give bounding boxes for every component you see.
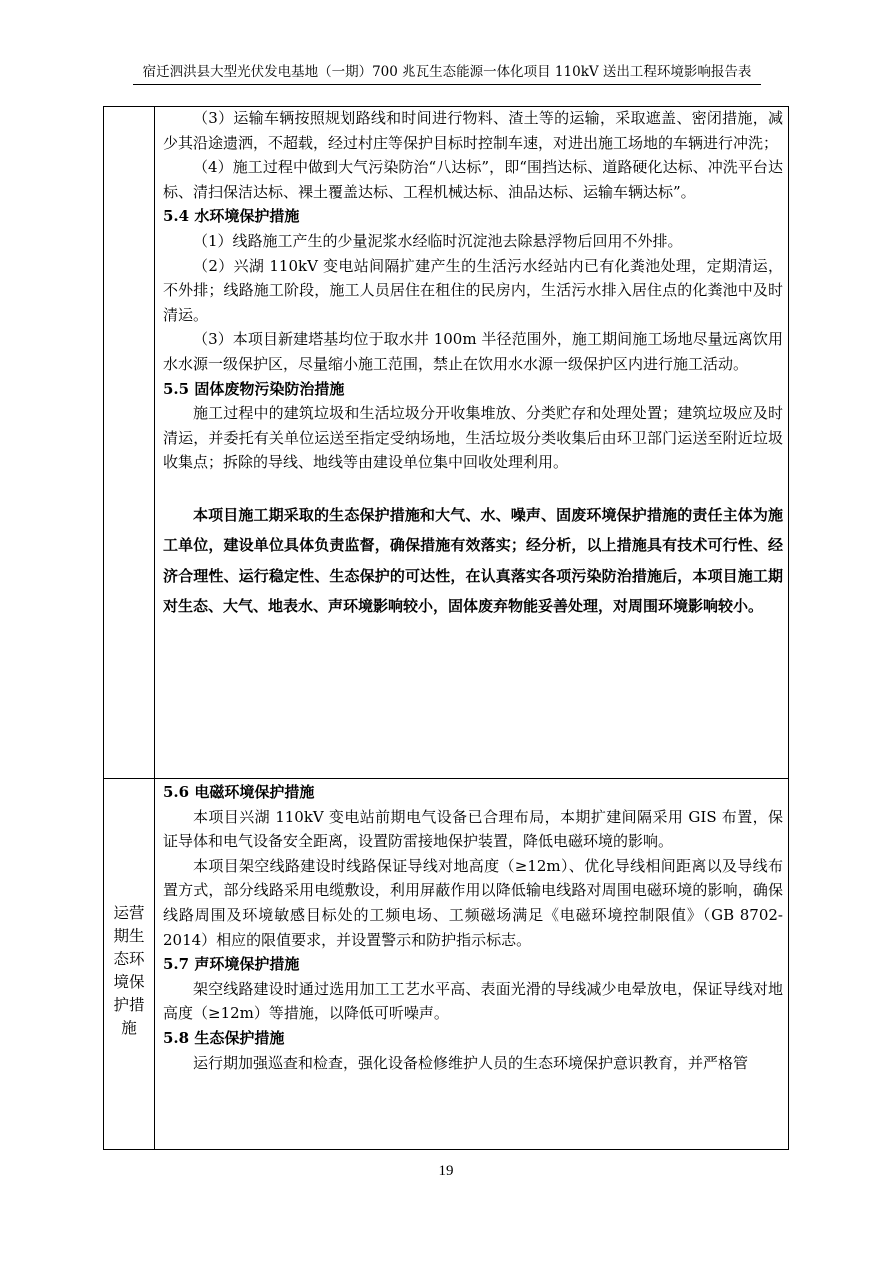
- heading-5-5: 5.5 固体废物污染防治措施: [163, 379, 345, 398]
- header-rule: [133, 84, 761, 85]
- paragraph-domestic-sewage: （2）兴湖 110kV 变电站间隔扩建产生的生活污水经站内已有化粪池处理，定期清运，不外排；线路施工阶段，施工人员居住在租住的民房内，生活污水排入居住点的化粪池中及时清运。: [163, 256, 783, 324]
- paragraph-substation: 本项目兴湖 110kV 变电站前期电气设备已合理布局，本期扩建间隔采用 GIS 布置，保证导体和电气设备安全距离，设置防雷接地保护装置，降低电磁环境的影响。: [163, 807, 783, 851]
- heading-5-8: 5.8 生态保护措施: [163, 1028, 285, 1047]
- paragraph-eight-standards: （4）施工过程中做到大气污染防治“八达标”，即“围挡达标、道路硬化达标、冲洗平台达标、清扫保洁达标、裸土覆盖达标、工程机械达标、油品达标、运输车辆达标”。: [163, 158, 783, 201]
- construction-measures-cell: [163, 106, 783, 622]
- construction-summary: 本项目施工期采取的生态保护措施和大气、水、噪声、固废环境保护措施的责任主体为施工单位，建设单位具体负责监督，确保措施有效落实；经分析，以上措施具有技术可行性、经济合理性、运行稳定性、生态保护的可达性，在认真落实各项污染防治措施后，本项目施工期对生态、大气、地表水、声环境影响较小，固体废弃物能妥善处理，对周围环境影响较小。: [163, 505, 783, 616]
- operation-period-label: 运营期生态环境保护措施: [113, 904, 145, 1037]
- paragraph-ecology: 运行期加强巡查和检查，强化设备检修维护人员的生态环境保护意识教育，并严格管: [193, 1053, 749, 1072]
- paragraph-noise: 架空线路建设时通过选用加工工艺水平高、表面光滑的导线减少电晕放电，保证导线对地高度（≥12m）等措施，以降低可听噪声。: [163, 979, 783, 1023]
- heading-5-4: 5.4 水环境保护措施: [163, 207, 300, 226]
- heading-5-7: 5.7 声环境保护措施: [163, 955, 300, 974]
- document-header: 宿迁泗洪县大型光伏发电基地（一期）700 兆瓦生态能源一体化项目 110kV 送出工程环境影响报告表: [142, 64, 752, 80]
- paragraph-overhead-line: 本项目架空线路建设时线路保证导线对地高度（≥12m）、优化导线相间距离以及导线布置方式，部分线路采用电缆敷设，利用屏蔽作用以降低输电线路对周围电磁环境的影响，确保线路周围及环境敏感目标处的工频电场、工频磁场满足《电磁环境控制限值》（GB 8702-2014）相应的限值要求，并设置警示和防护指示标志。: [163, 856, 783, 949]
- paragraph-transport: （3）运输车辆按照规划路线和时间进行物料、渣土等的运输，采取遮盖、密闭措施，减少其沿途遗洒，不超载，经过村庄等保护目标时控制车速，对进出施工场地的车辆进行冲洗；: [163, 109, 783, 152]
- page-number: 19: [438, 1163, 454, 1179]
- heading-5-6: 5.6 电磁环境保护措施: [163, 783, 315, 801]
- table-row-divider: [103, 778, 789, 779]
- paragraph-mud-water: （1）线路施工产生的少量泥浆水经临时沉淀池去除悬浮物后回用不外排。: [193, 231, 683, 250]
- table-column-divider: [154, 106, 155, 1150]
- operation-measures-cell: [163, 780, 783, 1075]
- paragraph-solid-waste: 施工过程中的建筑垃圾和生活垃圾分开收集堆放、分类贮存和处理处置；建筑垃圾应及时清运，并委托有关单位运送至指定受纳场地，生活垃圾分类收集后由环卫部门运送至附近垃圾收集点；拆除的导线、地线等由建设单位集中回收处理利用。: [163, 404, 783, 472]
- paragraph-water-source: （3）本项目新建塔基均位于取水井 100m 半径范围外，施工期间施工场地尽量远离饮用水水源一级保护区，尽量缩小施工范围，禁止在饮用水水源一级保护区内进行施工活动。: [163, 330, 783, 373]
